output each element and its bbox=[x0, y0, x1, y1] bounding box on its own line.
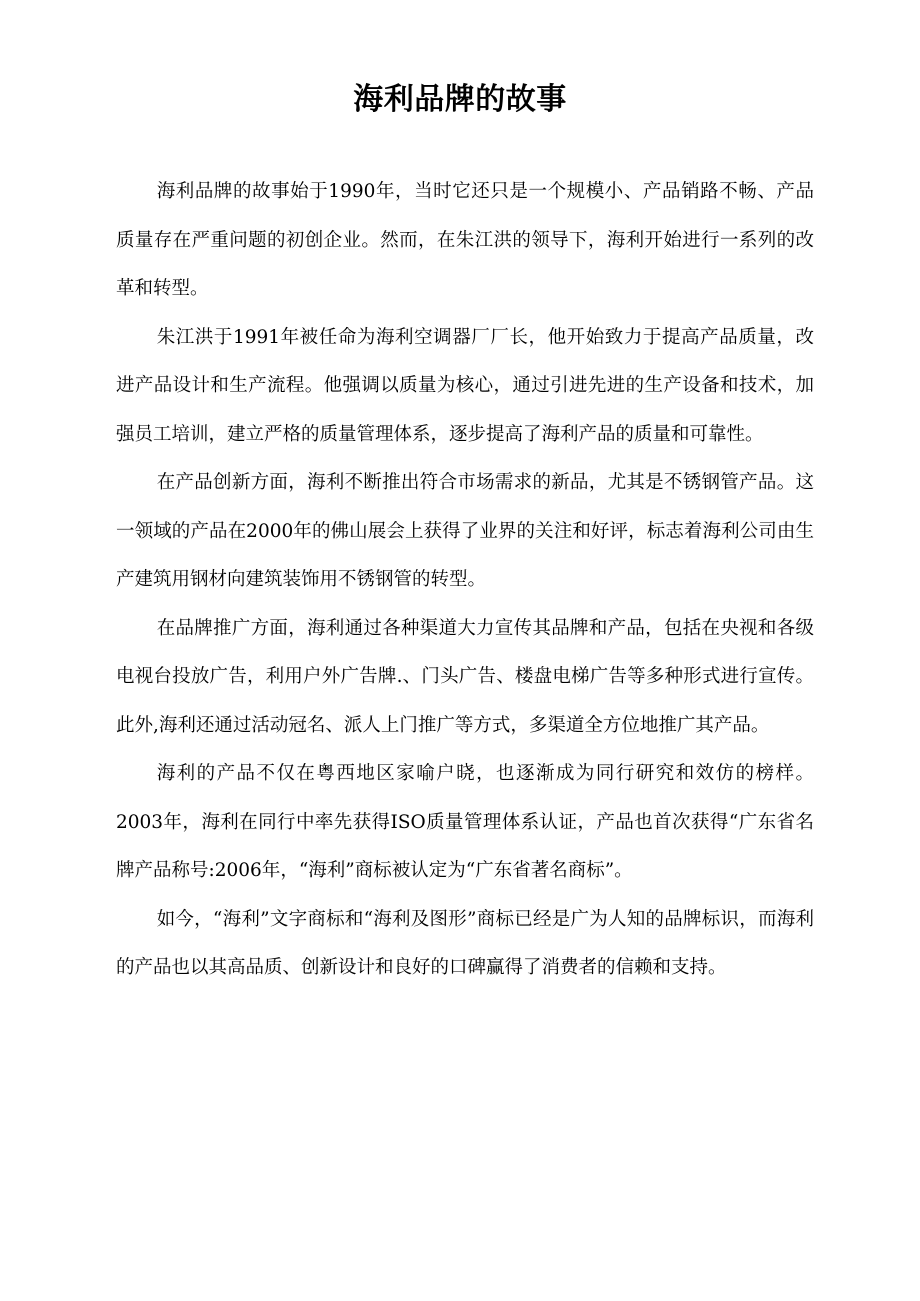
paragraph-quality-reform: 朱江洪于1991年被任命为海利空调器厂厂长，他开始致力于提高产品质量，改进产品设计和生产流程。他强调以质量为核心，通过引进先进的生产设备和技术，加强员工培训，建立严格的质量管理体系，逐步提高了海利产品的质量和可靠性。 bbox=[116, 326, 814, 445]
paragraph-brand-promotion: 在品牌推广方面，海利通过各种渠道大力宣传其品牌和产品，包括在央视和各级电视台投放广告，利用户外广告牌.、门头广告、楼盘电梯广告等多种形式进行宣传。此外,海利还通过活动冠名、派人上门推广等方式，多渠道全方位地推广其产品。 bbox=[116, 617, 814, 736]
paragraph-today: 如今，“海利”文字商标和“海利及图形”商标已经是广为人知的品牌标识，而海利的产品也以其高品质、创新设计和良好的口碑赢得了消费者的信赖和支持。 bbox=[116, 908, 814, 978]
paragraph-recognition: 海利的产品不仅在粤西地区家喻户晓，也逐渐成为同行研究和效仿的榜样。2003年，海利在同行中率先获得ISO质量管理体系认证，产品也首次获得“广东省名牌产品称号:2006年，“海利”商标被认定为“广东省著名商标”。 bbox=[116, 763, 814, 881]
paragraph-product-innovation: 在产品创新方面，海利不断推出符合市场需求的新品，尤其是不锈钢管产品。这一领域的产品在2000年的佛山展会上获得了业界的关注和好评，标志着海利公司由生产建筑用钢材向建筑装饰用不锈钢管的转型。 bbox=[116, 472, 814, 590]
document-body bbox=[116, 168, 814, 993]
paragraph-origin: 海利品牌的故事始于1990年，当时它还只是一个规模小、产品销路不畅、产品质量存在严重问题的初创企业。然而，在朱江洪的领导下，海利开始进行一系列的改革和转型。 bbox=[116, 181, 814, 299]
document-title: 海利品牌的故事 bbox=[353, 82, 567, 117]
